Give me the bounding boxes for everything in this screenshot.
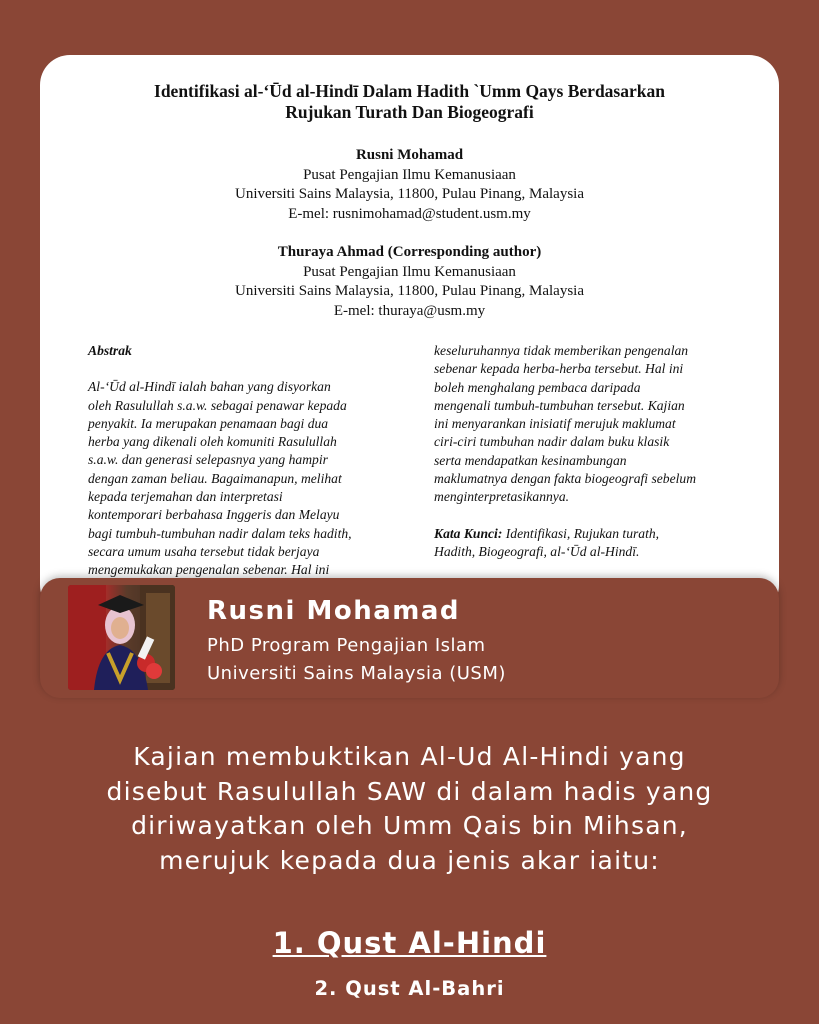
abstract-left-line: Al-‘Ūd al-Hindī ialah bahan yang disyorkan: [88, 379, 331, 395]
abstract-right-line: ini menyarankan inisiatif merujuk maklumat: [434, 416, 676, 432]
author-2-block: [40, 243, 779, 321]
keywords-label: Kata Kunci:: [434, 525, 503, 541]
abstract-right-line: mengenali tumbuh-tumbuhan tersebut. Kajian: [434, 397, 685, 413]
list-item-1: 1. Qust Al-Hindi: [272, 926, 547, 960]
abstract-left-line: secara umum usaha tersebut tidak berjaya: [88, 543, 320, 559]
abstract-left-line: oleh Rasulullah s.a.w. sebagai penawar kepada: [88, 397, 347, 413]
abstract-right-line: ciri-ciri tumbuhan nadir dalam buku klasik: [434, 434, 670, 450]
paper-title: [40, 81, 779, 123]
abstract-left-column: [88, 342, 388, 580]
author-2-name: Thuraya Ahmad (Corresponding author): [277, 244, 542, 260]
caption-line-1: Kajian membuktikan Al-Ud Al-Hindi yang: [133, 742, 686, 771]
caption-line-2: disebut Rasulullah SAW di dalam hadis yang: [106, 776, 713, 806]
abstract-right-line: maklumatnya dengan fakta biogeografi sebelum: [434, 471, 697, 487]
author-1-dept: Pusat Pengajian Ilmu Kemanusiaan: [303, 166, 516, 183]
author-2-univ: Universiti Sains Malaysia, 11800, Pulau Pinang, Malaysia: [235, 283, 584, 299]
abstract-left-line: penyakit. Ia merupakan penamaan bagi dua: [88, 415, 329, 431]
author-2-dept: Pusat Pengajian Ilmu Kemanusiaan: [303, 263, 516, 280]
list-item-2: 2. Qust Al-Bahri: [314, 977, 505, 1000]
keywords-text-1: Identifikasi, Rujukan turath,: [502, 525, 660, 541]
caption-text: [20, 740, 799, 878]
caption-line-3: diriwayatkan oleh Umm Qais bin Mihsan,: [131, 811, 688, 840]
author-1-name: Rusni Mohamad: [355, 147, 464, 163]
author-1-univ: Universiti Sains Malaysia, 11800, Pulau Pinang, Malaysia: [235, 186, 584, 202]
abstract-right-line: sebenar kepada herba-herba tersebut. Hal ini: [434, 361, 684, 377]
profile-name: Rusni Mohamad: [207, 596, 461, 626]
abstract-left-line: kepada terjemahan dan interpretasi: [88, 489, 283, 505]
abstract-left-line: herba yang dikenali oleh komuniti Rasulullah: [88, 434, 337, 450]
abstract-right-line: keseluruhannya tidak memberikan pengenalan: [434, 343, 689, 358]
abstract-left-line: s.a.w. dan generasi selepasnya yang hampir: [88, 452, 328, 468]
profile-university: Universiti Sains Malaysia (USM): [207, 663, 506, 684]
abstract-right-column: [434, 342, 734, 561]
profile-photo: [68, 585, 175, 690]
abstract-right-line: serta mendapatkan kesinambungan: [434, 452, 627, 468]
abstract-left-line: bagi tumbuh-tumbuhan nadir dalam teks hadith,: [88, 525, 352, 541]
caption-line-4: merujuk kepada dua jenis akar iaitu:: [159, 845, 660, 875]
abstract-left-text: [88, 378, 388, 579]
abstract-left-line: mengemukakan pengenalan sebenar. Hal ini: [88, 562, 330, 578]
author-2-email: E-mel: thuraya@usm.my: [333, 302, 486, 319]
keywords-line-1: [434, 525, 734, 543]
profile-card: [40, 578, 779, 698]
author-1-email: E-mel: rusnimohamad@student.usm.my: [288, 205, 531, 222]
abstract-right-text: [434, 342, 734, 507]
paper-title-line-1: Identifikasi al-‘Ūd al-Hindī Dalam Hadith `Umm Qays Berdasarkan: [154, 81, 665, 101]
abstract-left-line: dengan zaman beliau. Bagaimanapun, melihat: [88, 470, 342, 486]
abstract-right-line: menginterpretasikannya.: [434, 489, 570, 505]
paper-title-line-2: Rujukan Turath Dan Biogeografi: [285, 102, 534, 122]
abstract-left-line: kontemporari berbahasa Inggeris dan Melayu: [88, 507, 340, 523]
keywords-line-2: Hadith, Biogeografi, al-‘Ūd al-Hindī.: [434, 543, 640, 559]
abstract-right-line: boleh menghalang pembaca daripada: [434, 379, 641, 395]
graduate-portrait-icon: [68, 585, 175, 690]
paper-excerpt: [40, 55, 779, 615]
author-1-block: [40, 146, 779, 224]
profile-program: PhD Program Pengajian Islam: [207, 635, 486, 656]
abstract-heading: Abstrak: [88, 343, 132, 358]
